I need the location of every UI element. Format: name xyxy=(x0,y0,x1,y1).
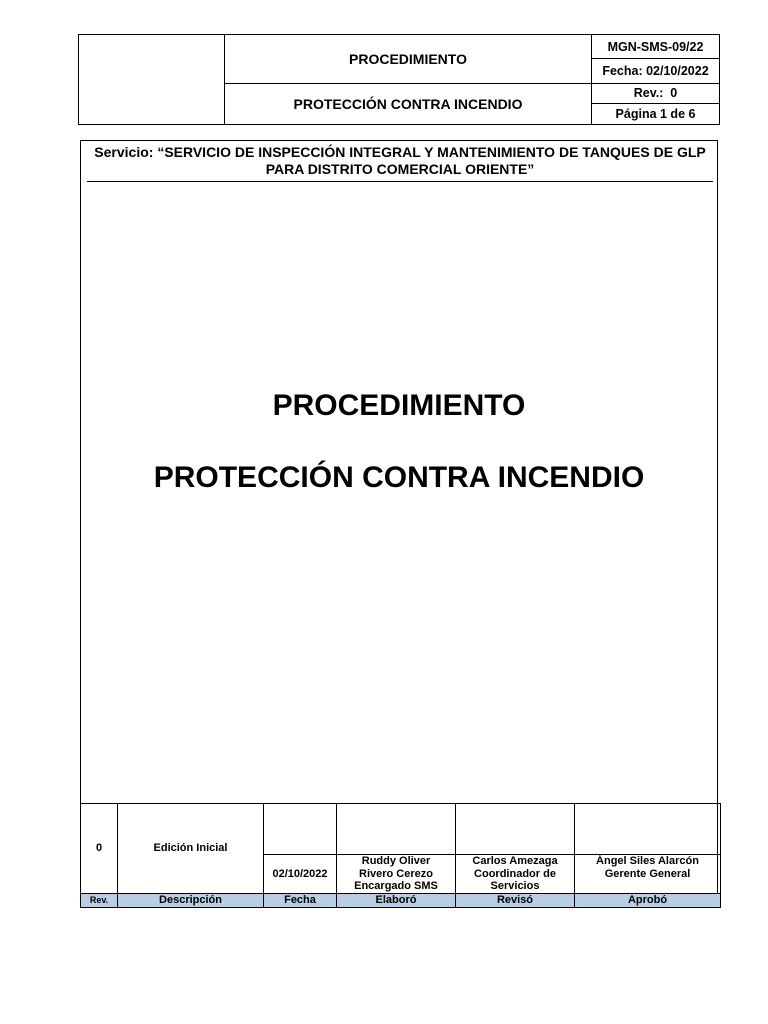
document-revision: Rev.: 0 xyxy=(592,83,720,103)
revision-number: 0 xyxy=(81,804,118,894)
header-subtitle: PROTECCIÓN CONTRA INCENDIO xyxy=(225,83,592,124)
elaborated-by-line: Rivero Cerezo xyxy=(359,867,433,880)
cover-title: PROCEDIMIENTO xyxy=(272,389,526,422)
logo-placeholder xyxy=(79,35,225,125)
signature-cell xyxy=(337,804,456,855)
page-number: Página 1 de 6 xyxy=(592,103,720,124)
cover-frame xyxy=(80,140,718,906)
reviewed-by xyxy=(456,855,575,894)
service-description xyxy=(87,144,713,182)
header-approved: Aprobó xyxy=(575,893,721,907)
signature-cell xyxy=(456,804,575,855)
header-elaborated: Elaboró xyxy=(337,893,456,907)
document-header xyxy=(78,34,720,125)
revision-date: 02/10/2022 xyxy=(264,855,337,894)
service-label: Servicio: xyxy=(94,144,154,160)
approved-by xyxy=(575,855,721,894)
elaborated-by-line: Ruddy Oliver xyxy=(361,855,431,867)
cover-subtitle: PROTECCIÓN CONTRA INCENDIO xyxy=(153,461,645,494)
reviewed-by-line: Coordinador de xyxy=(474,867,556,880)
elaborated-by-line: Encargado SMS xyxy=(354,880,438,892)
signature-cell xyxy=(575,804,721,855)
approval-table xyxy=(80,803,721,908)
document-code: MGN-SMS-09/22 xyxy=(592,35,720,59)
approved-by-line: Gerente General xyxy=(604,867,691,880)
header-rev: Rev. xyxy=(81,893,118,907)
elaborated-by xyxy=(337,855,456,894)
reviewed-by-line: Carlos Amezaga xyxy=(472,855,558,867)
revision-description: Edición Inicial xyxy=(118,804,264,894)
header-date: Fecha xyxy=(264,893,337,907)
approved-by-line: Ángel Siles Alarcón xyxy=(596,855,699,867)
header-title: PROCEDIMIENTO xyxy=(225,35,592,84)
header-description: Descripción xyxy=(118,893,264,907)
signature-cell xyxy=(264,804,337,855)
service-text: “SERVICIO DE INSPECCIÓN INTEGRAL Y MANTENIMIENTO DE TANQUES DE GLP PARA DISTRITO COMERCIAL ORIENTE” xyxy=(157,144,706,177)
reviewed-by-line: Servicios xyxy=(490,880,540,892)
header-reviewed: Revisó xyxy=(456,893,575,907)
document-date: Fecha: 02/10/2022 xyxy=(592,59,720,83)
